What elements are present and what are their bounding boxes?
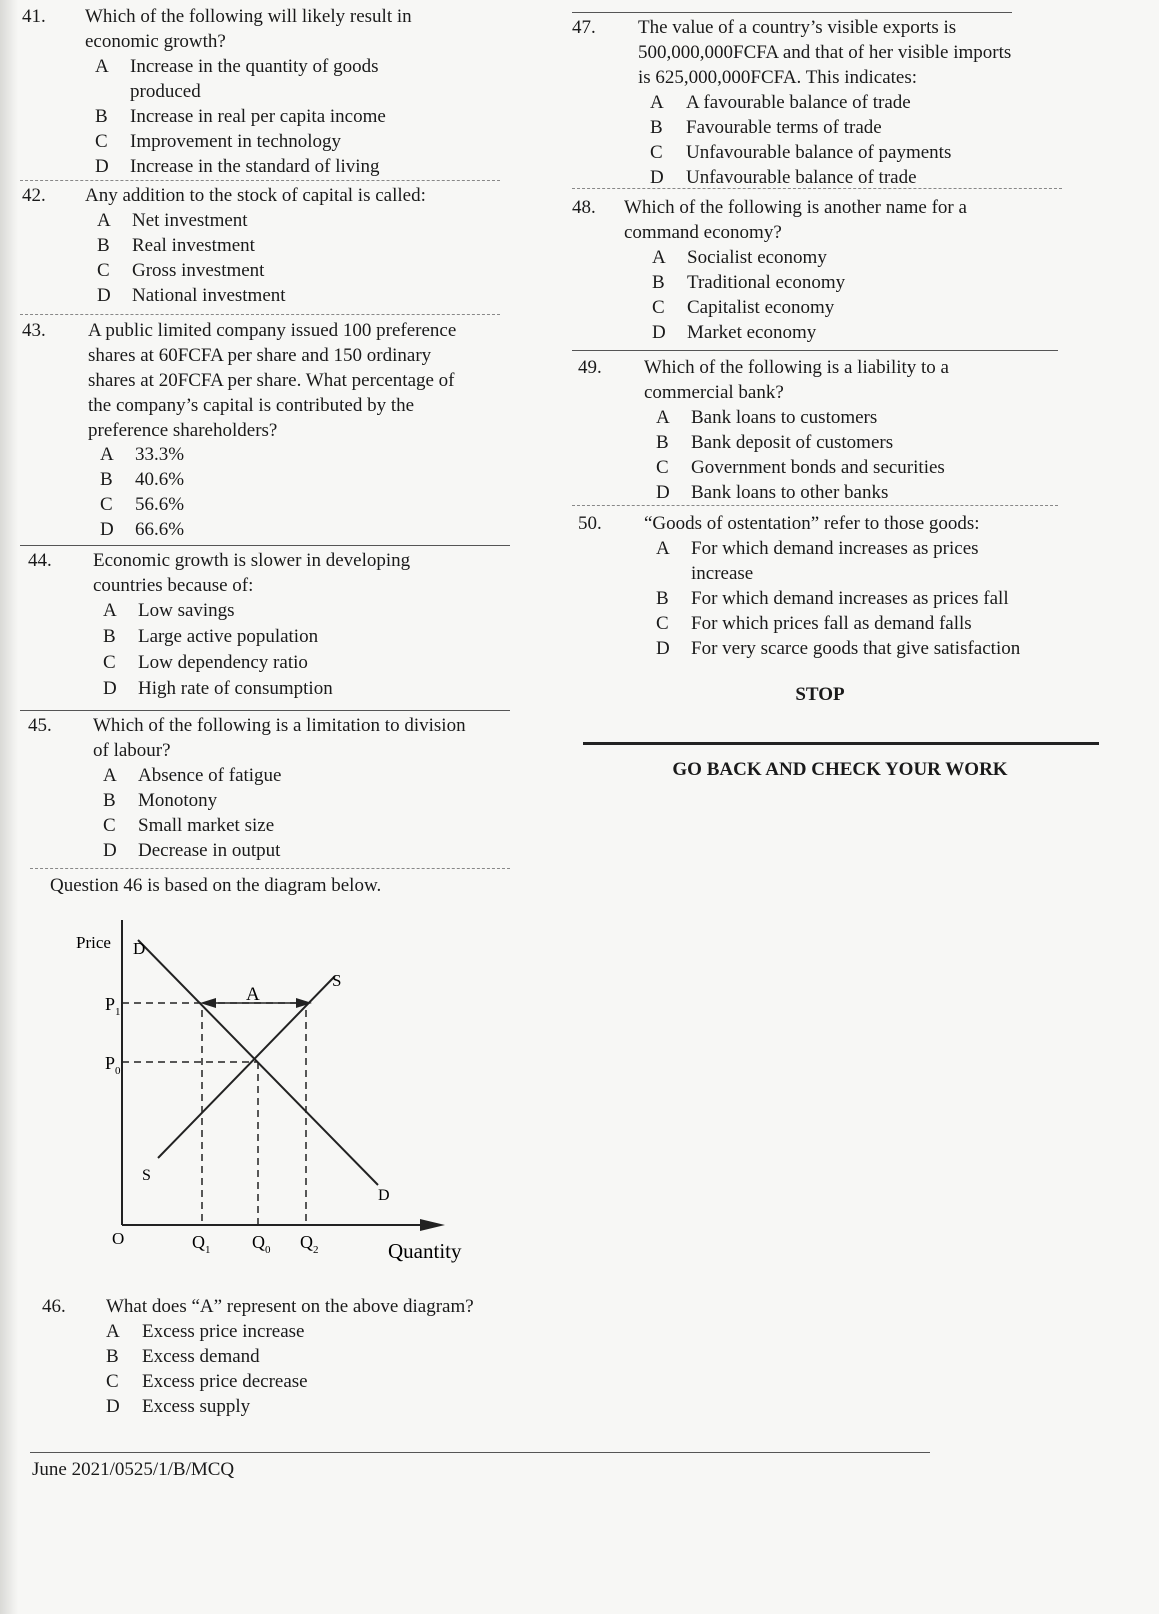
divider (20, 180, 500, 181)
question-stem: A public limited company issued 100 preference shares at 60FCFA per share and 150 ordinary shares at 20FCFA per share. What percentage of the company’s capital is contributed by the preference shareholders? (88, 320, 457, 441)
q2-label: $Q_2$ (300, 1232, 319, 1256)
stop-label: STOP (795, 684, 845, 705)
supply-bottom-label: S (142, 1167, 151, 1184)
divider (20, 545, 510, 546)
question-number: 41. (22, 6, 46, 27)
question-number: 44. (28, 550, 52, 571)
x-axis-arrow (420, 1219, 445, 1231)
demand-top-label: D (133, 939, 146, 958)
question-number: 48. (572, 197, 596, 218)
question-number: 49. (578, 357, 602, 378)
y-axis-label: Price (76, 933, 111, 952)
question-stem: Any addition to the stock of capital is called: (85, 185, 426, 206)
supply-top-label: S (332, 971, 342, 990)
divider (572, 350, 1058, 351)
question-number: 43. (22, 320, 46, 341)
question-stem: The value of a country’s visible exports is 500,000,000FCFA and that of her visible imports is 625,000,000FCFA. This indicates: (638, 17, 1012, 88)
question-number: 47. (572, 17, 596, 38)
origin-label: O (112, 1229, 125, 1248)
divider (572, 12, 1012, 13)
diagram-intro: Question 46 is based on the diagram below. (50, 875, 382, 896)
scan-edge-shadow (0, 0, 18, 1614)
q0-label: $Q_0$ (252, 1232, 271, 1256)
question-number: 42. (22, 185, 46, 206)
divider (572, 505, 1058, 506)
question-number: 50. (578, 513, 602, 534)
supply-demand-diagram (60, 920, 480, 1270)
end-rule (583, 742, 1099, 745)
question-number: 45. (28, 715, 52, 736)
p0-label: $P_0$ (105, 1053, 121, 1077)
go-back-instruction: GO BACK AND CHECK YOUR WORK (672, 759, 1008, 780)
question-stem: “Goods of ostentation” refer to those goods: (644, 513, 980, 534)
gap-label: A (246, 984, 260, 1005)
question-stem: Which of the following is a liability to a commercial bank? (644, 357, 949, 403)
divider (20, 314, 500, 315)
question-stem: What does “A” represent on the above diagram? (106, 1296, 474, 1317)
question-number: 46. (42, 1296, 66, 1317)
paper-reference: June 2021/0525/1/B/MCQ (32, 1459, 235, 1480)
x-axis-label: Quantity (388, 1239, 462, 1263)
divider (30, 868, 510, 869)
q1-label: $Q_1$ (192, 1232, 211, 1256)
question-stem: Which of the following is a limitation to division of labour? (93, 715, 466, 761)
p1-label: $P_1$ (105, 994, 121, 1018)
demand-bottom-label: D (378, 1187, 390, 1204)
question-stem: Economic growth is slower in developing countries because of: (93, 550, 411, 596)
question-stem: Which of the following will likely result in economic growth? (85, 6, 412, 52)
question-stem: Which of the following is another name for a command economy? (624, 197, 967, 243)
footer-rule (30, 1452, 930, 1453)
divider (20, 710, 510, 711)
